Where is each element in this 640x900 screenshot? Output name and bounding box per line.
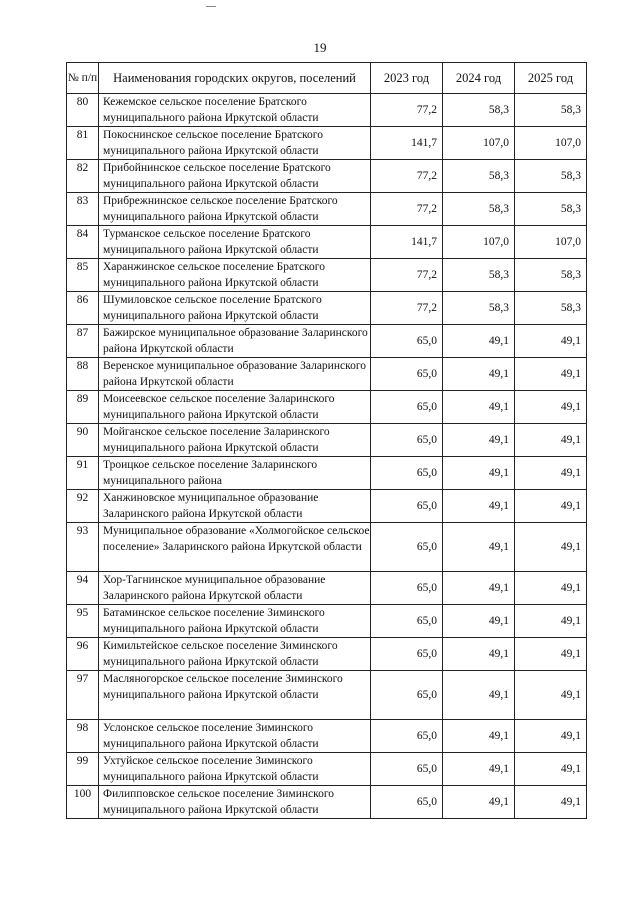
value-2025: 49,1 [515, 490, 587, 523]
row-number: 100 [67, 786, 99, 819]
value-2025: 49,1 [515, 786, 587, 819]
page-number: 19 [313, 40, 327, 55]
value-2025: 107,0 [515, 127, 587, 160]
row-name: Кимильтейское сельское поселение Зиминского муниципального района Иркутской области [99, 638, 371, 671]
value-2025: 49,1 [515, 358, 587, 391]
value-2023: 65,0 [371, 572, 443, 605]
row-number: 90 [67, 424, 99, 457]
row-number: 94 [67, 572, 99, 605]
table-row [67, 358, 587, 391]
value-2025: 107,0 [515, 226, 587, 259]
value-2024: 49,1 [443, 358, 515, 391]
row-number: 82 [67, 160, 99, 193]
row-name: Прибойнинское сельское поселение Братского муниципального района Иркутской области [99, 160, 371, 193]
value-2024: 107,0 [443, 127, 515, 160]
row-number: 86 [67, 292, 99, 325]
value-2024: 58,3 [443, 292, 515, 325]
table-row [67, 638, 587, 671]
row-number: 91 [67, 457, 99, 490]
value-2025: 58,3 [515, 193, 587, 226]
value-2023: 65,0 [371, 720, 443, 753]
table-row [67, 160, 587, 193]
value-2023: 65,0 [371, 325, 443, 358]
value-2024: 49,1 [443, 786, 515, 819]
col-header-name: Наименования городских округов, поселений [99, 63, 371, 94]
table-body [67, 94, 587, 819]
scan-mark [206, 6, 216, 7]
value-2024: 58,3 [443, 259, 515, 292]
row-number: 80 [67, 94, 99, 127]
value-2025: 49,1 [515, 605, 587, 638]
table-row [67, 259, 587, 292]
row-number: 89 [67, 391, 99, 424]
value-2025: 49,1 [515, 523, 587, 572]
table-row [67, 94, 587, 127]
table-row [67, 457, 587, 490]
value-2025: 49,1 [515, 720, 587, 753]
table-row [67, 325, 587, 358]
value-2023: 77,2 [371, 193, 443, 226]
row-number: 93 [67, 523, 99, 572]
table-row [67, 490, 587, 523]
value-2024: 58,3 [443, 193, 515, 226]
value-2024: 49,1 [443, 671, 515, 720]
value-2023: 141,7 [371, 127, 443, 160]
value-2023: 65,0 [371, 490, 443, 523]
table-row [67, 572, 587, 605]
col-header-2025: 2025 год [515, 63, 587, 94]
value-2023: 65,0 [371, 424, 443, 457]
value-2024: 58,3 [443, 94, 515, 127]
table-row [67, 605, 587, 638]
value-2023: 65,0 [371, 671, 443, 720]
table-row [67, 292, 587, 325]
value-2024: 49,1 [443, 523, 515, 572]
table-row [67, 523, 587, 572]
value-2023: 77,2 [371, 94, 443, 127]
value-2025: 49,1 [515, 424, 587, 457]
row-number: 85 [67, 259, 99, 292]
row-name: Масляногорское сельское поселение Зиминского муниципального района Иркутской области [99, 671, 371, 720]
row-number: 81 [67, 127, 99, 160]
row-name: Прибрежнинское сельское поселение Братского муниципального района Иркутской области [99, 193, 371, 226]
table-row [67, 424, 587, 457]
table-row [67, 193, 587, 226]
table-row [67, 226, 587, 259]
row-number: 88 [67, 358, 99, 391]
col-header-2024: 2024 год [443, 63, 515, 94]
row-name: Шумиловское сельское поселение Братского муниципального района Иркутской области [99, 292, 371, 325]
row-name: Кежемское сельское поселение Братского муниципального района Иркутской области [99, 94, 371, 127]
row-number: 83 [67, 193, 99, 226]
value-2025: 49,1 [515, 391, 587, 424]
row-number: 99 [67, 753, 99, 786]
value-2024: 49,1 [443, 457, 515, 490]
value-2023: 65,0 [371, 358, 443, 391]
value-2023: 65,0 [371, 605, 443, 638]
row-name: Покоснинское сельское поселение Братского муниципального района Иркутской области [99, 127, 371, 160]
row-number: 98 [67, 720, 99, 753]
value-2024: 107,0 [443, 226, 515, 259]
value-2023: 65,0 [371, 523, 443, 572]
row-number: 96 [67, 638, 99, 671]
row-name: Филипповское сельское поселение Зиминского муниципального района Иркутской области [99, 786, 371, 819]
value-2024: 49,1 [443, 638, 515, 671]
table-row [67, 753, 587, 786]
row-number: 97 [67, 671, 99, 720]
row-name: Бажирское муниципальное образование Заларинского района Иркутской области [99, 325, 371, 358]
row-name: Мойганское сельское поселение Заларинского муниципального района Иркутской области [99, 424, 371, 457]
value-2025: 49,1 [515, 638, 587, 671]
value-2023: 77,2 [371, 259, 443, 292]
municipalities-table [66, 62, 587, 819]
row-name: Услонское сельское поселение Зиминского муниципального района Иркутской области [99, 720, 371, 753]
value-2024: 58,3 [443, 160, 515, 193]
value-2023: 77,2 [371, 160, 443, 193]
value-2023: 141,7 [371, 226, 443, 259]
value-2023: 77,2 [371, 292, 443, 325]
table-row [67, 391, 587, 424]
value-2025: 49,1 [515, 325, 587, 358]
value-2024: 49,1 [443, 391, 515, 424]
value-2023: 65,0 [371, 391, 443, 424]
table-row [67, 786, 587, 819]
row-name: Троицкое сельское поселение Заларинского муниципального района [99, 457, 371, 490]
row-name: Харанжинское сельское поселение Братского муниципального района Иркутской области [99, 259, 371, 292]
value-2024: 49,1 [443, 325, 515, 358]
table-row [67, 671, 587, 720]
row-name: Муниципальное образование «Холмогойское сельское поселение» Заларинского района Иркутской области [99, 523, 371, 572]
row-number: 84 [67, 226, 99, 259]
value-2024: 49,1 [443, 753, 515, 786]
value-2025: 58,3 [515, 259, 587, 292]
row-name: Моисеевское сельское поселение Заларинского муниципального района Иркутской области [99, 391, 371, 424]
value-2025: 49,1 [515, 572, 587, 605]
value-2025: 58,3 [515, 94, 587, 127]
row-name: Хор-Тагнинское муниципальное образование Заларинского района Иркутской области [99, 572, 371, 605]
value-2024: 49,1 [443, 572, 515, 605]
row-number: 87 [67, 325, 99, 358]
value-2024: 49,1 [443, 720, 515, 753]
value-2023: 65,0 [371, 638, 443, 671]
row-name: Турманское сельское поселение Братского муниципального района Иркутской области [99, 226, 371, 259]
col-header-number: № п/п [67, 63, 99, 94]
value-2023: 65,0 [371, 786, 443, 819]
value-2025: 49,1 [515, 753, 587, 786]
row-name: Ханжиновское муниципальное образование Заларинского района Иркутской области [99, 490, 371, 523]
value-2024: 49,1 [443, 424, 515, 457]
value-2023: 65,0 [371, 457, 443, 490]
value-2024: 49,1 [443, 490, 515, 523]
table-row [67, 127, 587, 160]
value-2024: 49,1 [443, 605, 515, 638]
row-number: 95 [67, 605, 99, 638]
row-name: Батаминское сельское поселение Зиминского муниципального района Иркутской области [99, 605, 371, 638]
col-header-2023: 2023 год [371, 63, 443, 94]
row-number: 92 [67, 490, 99, 523]
value-2025: 49,1 [515, 671, 587, 720]
value-2023: 65,0 [371, 753, 443, 786]
row-name: Веренское муниципальное образование Заларинского района Иркутской области [99, 358, 371, 391]
table-header-row [67, 63, 587, 94]
value-2025: 58,3 [515, 292, 587, 325]
value-2025: 58,3 [515, 160, 587, 193]
row-name: Ухтуйское сельское поселение Зиминского муниципального района Иркутской области [99, 753, 371, 786]
table-row [67, 720, 587, 753]
value-2025: 49,1 [515, 457, 587, 490]
